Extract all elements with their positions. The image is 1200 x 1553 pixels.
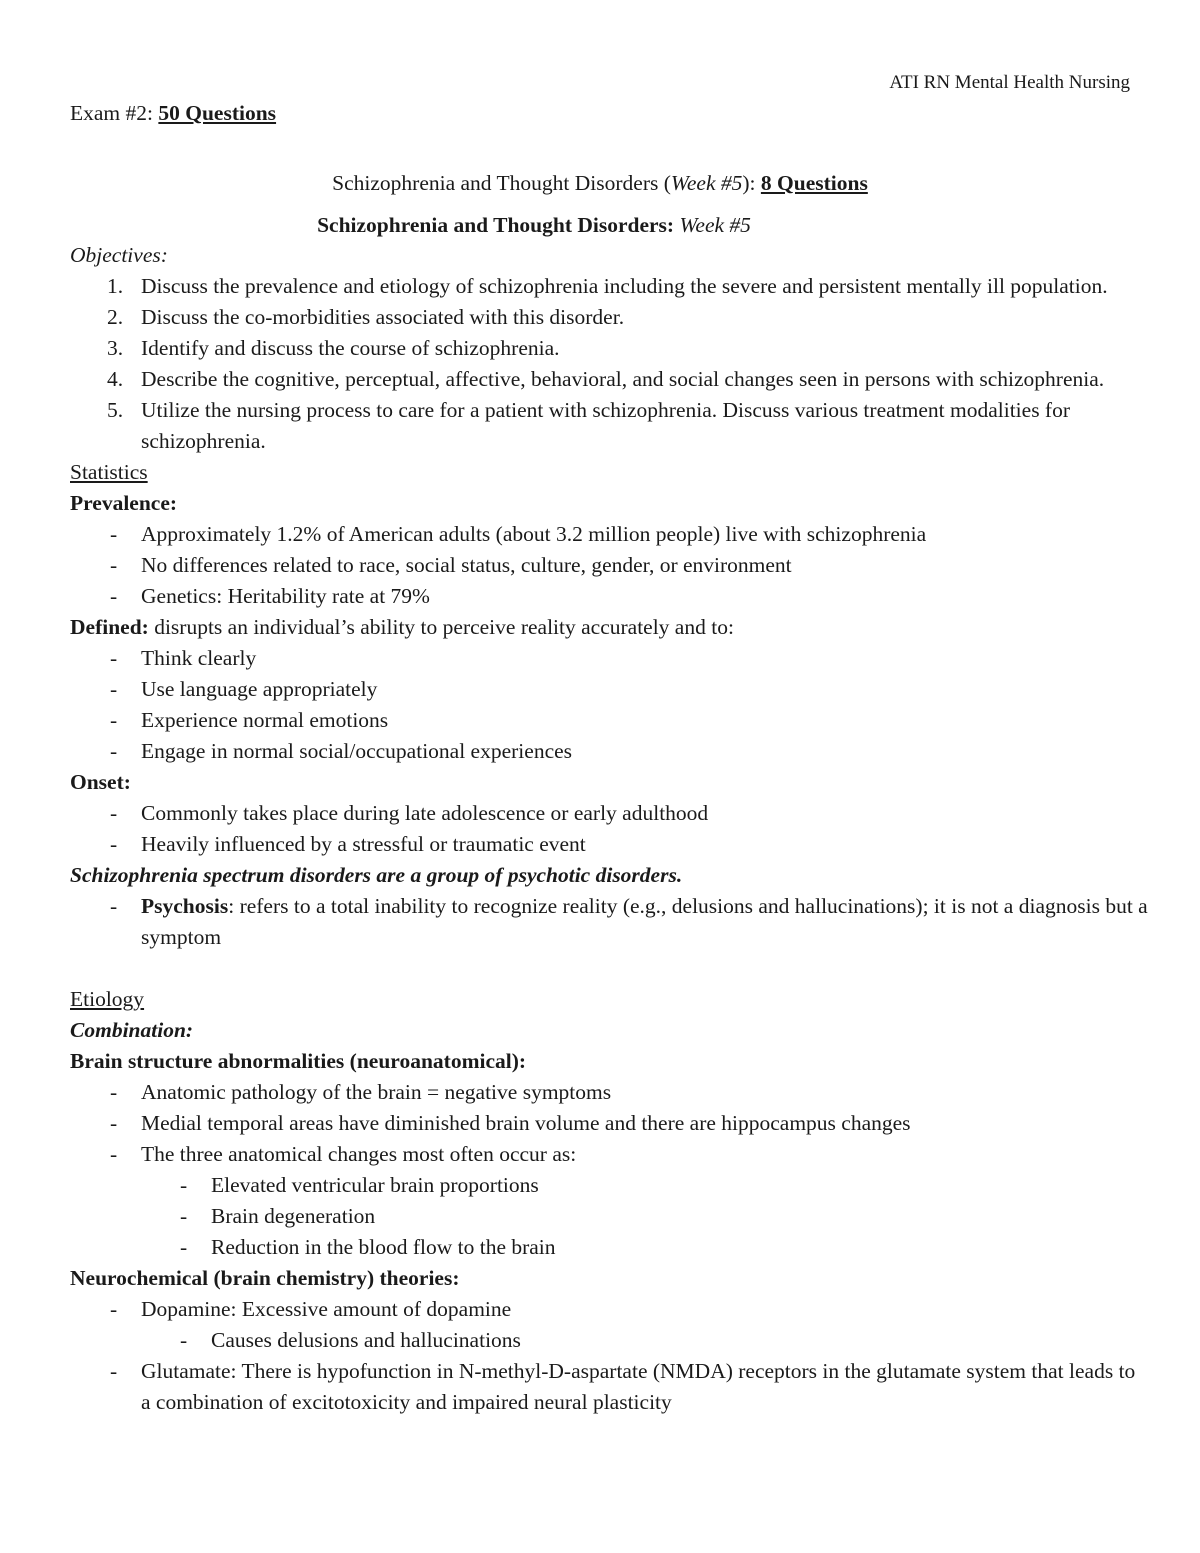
objective-number: 3. — [107, 336, 124, 360]
section-summary-week: Week #5 — [670, 171, 743, 195]
objective-number: 2. — [107, 305, 124, 329]
objective-number: 5. — [107, 398, 124, 422]
prevalence-item: - Genetics: Heritability rate at 79% — [110, 584, 430, 608]
dopamine-subitem: - Causes delusions and hallucinations — [180, 1328, 521, 1352]
objective-item — [70, 395, 1150, 457]
objective-text: Utilize the nursing process to care for a patient with schizophrenia. Discuss various treatment modalities for schizophrenia. — [141, 398, 1071, 453]
defined-item: - Use language appropriately — [110, 677, 378, 701]
brain-structure-heading: Brain structure abnormalities (neuroanatomical): — [70, 1049, 527, 1073]
brain-structure-item: - Medial temporal areas have diminished brain volume and there are hippocampus changes — [110, 1111, 911, 1135]
defined-item: - Engage in normal social/occupational experiences — [110, 739, 573, 763]
brain-structure-subitem: - Elevated ventricular brain proportions — [180, 1173, 539, 1197]
brain-structure-subitem: - Brain degeneration — [180, 1204, 376, 1228]
spectrum-statement: Schizophrenia spectrum disorders are a group of psychotic disorders. — [70, 863, 683, 887]
course-header: ATI RN Mental Health Nursing — [889, 72, 1130, 93]
glutamate-item: - Glutamate: There is hypofunction in N-methyl-D-aspartate (NMDA) receptors in the glutamate system that leads to a combination of excitotoxicity and impaired neural plasticity — [110, 1359, 1136, 1414]
section-summary-close: ): — [742, 171, 761, 195]
objective-text: Identify and discuss the course of schizophrenia. — [141, 336, 560, 360]
onset-item: - Heavily influenced by a stressful or traumatic event — [110, 832, 586, 856]
brain-structure-subitem: - Reduction in the blood flow to the brain — [180, 1235, 556, 1259]
objective-text: Discuss the prevalence and etiology of schizophrenia including the severe and persistent mentally ill population. — [141, 274, 1108, 298]
prevalence-item: - Approximately 1.2% of American adults (about 3.2 million people) live with schizophrenia — [110, 522, 927, 546]
defined-label: Defined: — [70, 615, 149, 639]
objective-text: Describe the cognitive, perceptual, affective, behavioral, and social changes seen in persons with schizophrenia. — [141, 367, 1105, 391]
section-summary-title: Schizophrenia and Thought Disorders ( — [332, 171, 671, 195]
section-heading — [0, 210, 1134, 241]
objective-number: 1. — [107, 274, 124, 298]
defined-line — [70, 612, 1150, 643]
defined-item: - Think clearly — [110, 646, 257, 670]
brain-structure-item: - Anatomic pathology of the brain = negative symptoms — [110, 1080, 612, 1104]
objective-item — [70, 271, 1150, 302]
exam-question-count: 50 Questions — [158, 101, 277, 125]
prevalence-heading: Prevalence: — [70, 491, 178, 515]
section-question-count: 8 Questions — [760, 171, 868, 195]
statistics-heading: Statistics — [70, 460, 148, 484]
exam-line — [70, 98, 276, 129]
psychosis-text: : refers to a total inability to recognize reality (e.g., delusions and hallucinations); it is not a diagnosis but a symptom — [141, 894, 1148, 949]
neurochemical-heading: Neurochemical (brain chemistry) theories: — [70, 1266, 460, 1290]
defined-text: disrupts an individual’s ability to perceive reality accurately and to: — [148, 615, 734, 639]
onset-heading: Onset: — [70, 770, 131, 794]
document-body — [70, 240, 1150, 1418]
psychosis-item: - Psychosis: refers to a total inability to recognize reality (e.g., delusions and hallucinations); it is not a diagnosis but a symptom — [110, 894, 1148, 949]
objective-item — [70, 333, 1150, 364]
prevalence-item: - No differences related to race, social status, culture, gender, or environment — [110, 553, 792, 577]
combination-heading: Combination: — [70, 1018, 194, 1042]
section-heading-title: Schizophrenia and Thought Disorders: — [317, 213, 680, 237]
dopamine-item: - Dopamine: Excessive amount of dopamine — [110, 1297, 512, 1321]
section-heading-week: Week #5 — [679, 213, 751, 237]
objectives-heading: Objectives: — [70, 243, 168, 267]
brain-structure-item: - The three anatomical changes most often occur as: — [110, 1142, 577, 1166]
defined-item: - Experience normal emotions — [110, 708, 389, 732]
onset-item: - Commonly takes place during late adolescence or early adulthood — [110, 801, 709, 825]
objective-item — [70, 364, 1150, 395]
section-summary — [0, 168, 1200, 199]
objective-text: Discuss the co-morbidities associated with this disorder. — [141, 305, 625, 329]
etiology-heading: Etiology — [70, 987, 145, 1011]
psychosis-term: Psychosis — [141, 894, 229, 918]
objective-number: 4. — [107, 367, 124, 391]
objective-item — [70, 302, 1150, 333]
exam-label: Exam #2: — [70, 101, 159, 125]
